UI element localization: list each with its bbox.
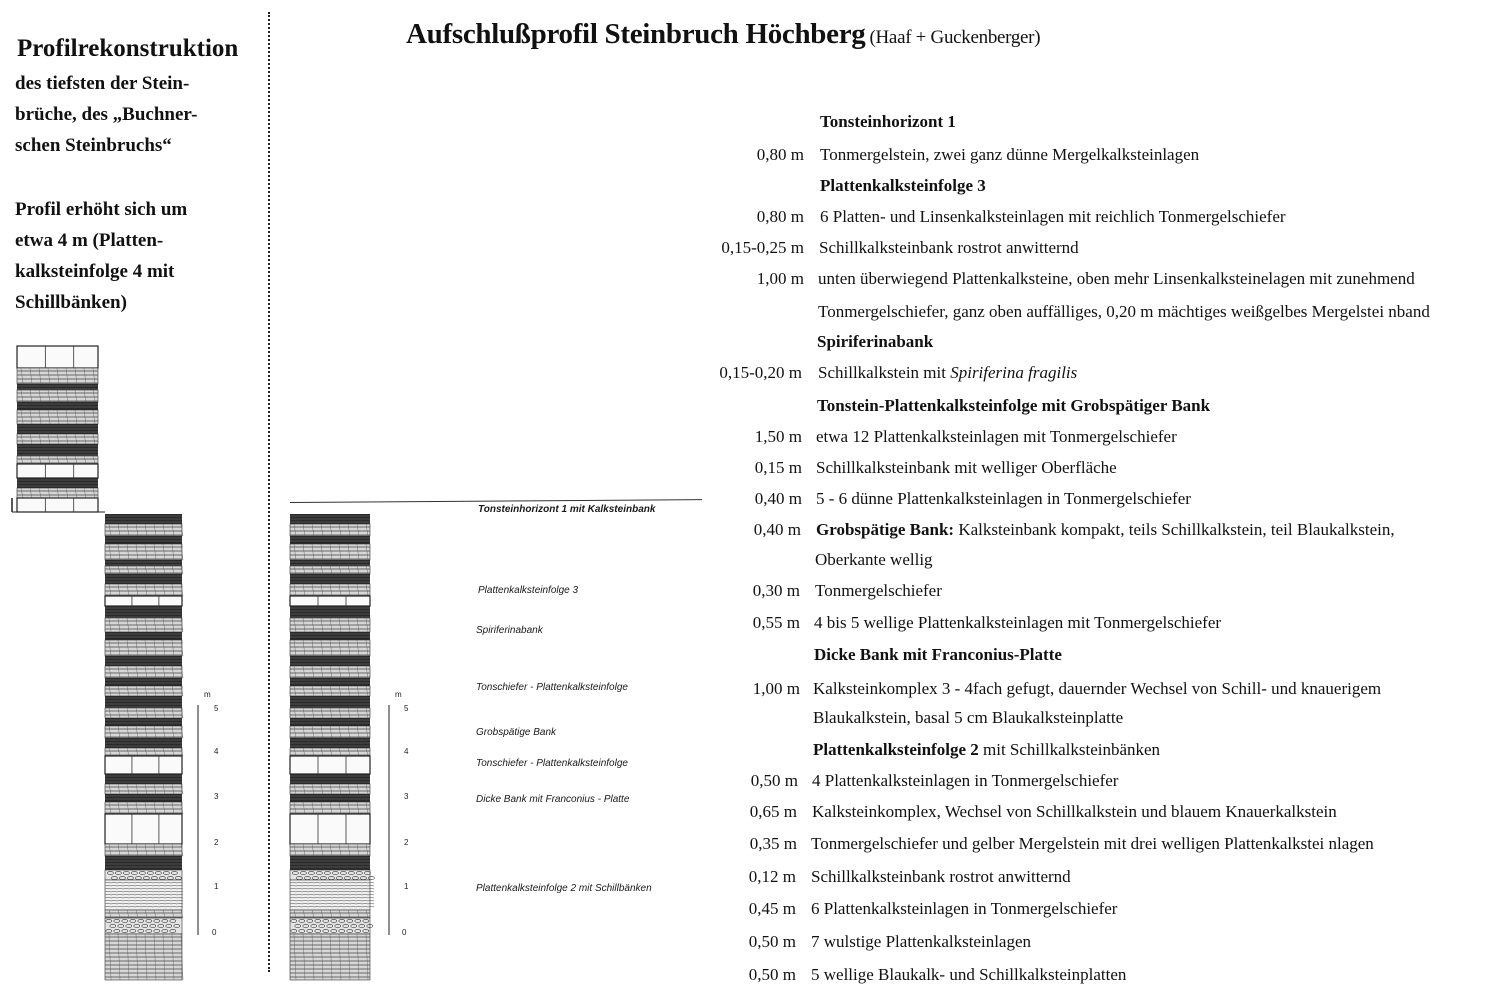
layer-thickness: 0,15 m <box>754 458 802 477</box>
column-a-shale-band <box>105 632 182 640</box>
scale-tick: 0 <box>212 928 217 937</box>
column-a-massive-bank <box>105 756 182 774</box>
column-a-shale-band <box>105 794 182 802</box>
scale-tick: 3 <box>404 792 409 801</box>
column-a-platy-limestone <box>105 544 182 560</box>
side-note-line: schen Steinbruchs“ <box>15 135 172 156</box>
column-upper-massive-bank <box>17 346 98 368</box>
layer-description: Tonmergelschiefer <box>815 581 942 600</box>
column-b-massive-bank <box>290 756 370 774</box>
scale-tick: 2 <box>404 838 409 847</box>
layer-thickness: 0,15-0,20 m <box>719 363 802 382</box>
layer-thickness: 0,15-0,25 m <box>721 238 804 257</box>
layer-description: Tonmergelstein, zwei ganz dünne Mergelkalksteinlagen <box>820 145 1200 164</box>
layer-thickness: 0,80 m <box>756 145 804 164</box>
layer-bold-term: Grobspätige Bank: <box>816 520 955 539</box>
layer-description: Kalksteinkomplex, Wechsel von Schillkalkstein und blauem Knauerkalkstein <box>812 802 1337 821</box>
column-a-massive-bank <box>105 814 182 844</box>
scale-tick: 1 <box>404 882 409 891</box>
unit-heading: Tonsteinhorizont 1 <box>820 112 956 131</box>
layer-description: unten überwiegend Plattenkalksteine, oben mehr Linsenkalksteinelagen mit zunehmend <box>818 269 1415 288</box>
column-a-shale-band <box>105 718 182 726</box>
layer-thickness: 1,00 m <box>752 679 800 698</box>
layer-text: mit Schillkalksteinbänken <box>978 740 1161 759</box>
column-b-shale-band <box>290 718 370 726</box>
layer-description: 6 Platten- und Linsenkalksteinlagen mit reichlich Tonmergelschiefer <box>820 207 1286 226</box>
layer-description: Blaukalkstein, basal 5 cm Blaukalksteinplatte <box>813 708 1124 727</box>
column-a-shale-band <box>105 536 182 544</box>
layer-description: Tonmergelschiefer und gelber Mergelstein mit drei welligen Plattenkalkstei nlagen <box>811 834 1374 853</box>
side-note-line: brüche, des „Buchner- <box>15 104 198 125</box>
scale-tick: 5 <box>214 704 219 713</box>
scale-tick: 3 <box>214 792 219 801</box>
label-tonschiefer-plattenkalk-upper: Tonschiefer - Plattenkalksteinfolge <box>476 682 628 693</box>
column-a-platy-limestone <box>105 708 182 718</box>
column-b-shale-band <box>290 536 370 544</box>
layer-thickness: 0,80 m <box>756 207 804 226</box>
scale-tick: 4 <box>214 747 219 756</box>
label-grobspaetige-bank: Grobspätige Bank <box>476 727 557 738</box>
column-upper-shale-band <box>17 402 98 410</box>
column-a-platy-limestone <box>105 584 182 596</box>
layer-description <box>813 740 1160 760</box>
scale-tick: 1 <box>214 882 219 891</box>
column-b-massive-bank <box>290 814 370 844</box>
scale-unit: m <box>395 690 402 699</box>
layer-description: Schillkalksteinbank rostrot anwitternd <box>811 867 1071 886</box>
layer-description: Kalksteinkomplex 3 - 4fach gefugt, dauernder Wechsel von Schill- und knauerigem <box>813 679 1382 698</box>
unit-heading: Spiriferinabank <box>817 332 934 351</box>
layer-description: 4 Plattenkalksteinlagen in Tonmergelschiefer <box>812 771 1119 790</box>
column-b-shale-band <box>290 678 370 686</box>
column-a-platy-limestone <box>105 726 182 738</box>
layer-thickness: 0,65 m <box>749 802 797 821</box>
layer-description: Oberkante wellig <box>815 550 933 569</box>
label-tonsteinhorizont: Tonsteinhorizont 1 mit Kalksteinbank <box>478 504 656 515</box>
label-spiriferinabank: Spiriferinabank <box>476 625 543 636</box>
side-note-heading: Profilrekonstruktion <box>17 35 239 62</box>
layer-description <box>816 520 1395 540</box>
layer-description: 4 bis 5 wellige Plattenkalksteinlagen mit Tonmergelschiefer <box>814 613 1222 632</box>
side-note-line: des tiefsten der Stein- <box>15 73 190 94</box>
layer-bold-term: Plattenkalksteinfolge 2 <box>813 740 979 759</box>
layer-description: Tonmergelschiefer, ganz oben auffälliges, 0,20 m mächtiges weißgelbes Mergelstei nband <box>818 302 1430 321</box>
column-a-platy-limestone <box>105 640 182 656</box>
label-plattenkalksteinfolge-2: Plattenkalksteinfolge 2 mit Schillbänken <box>476 883 652 894</box>
column-a-massive-bank <box>105 596 182 606</box>
layer-thickness: 0,50 m <box>748 932 796 951</box>
layer-text: Schillkalkstein mit <box>818 363 951 382</box>
layer-description: 5 - 6 dünne Plattenkalksteinlagen in Tonmergelschiefer <box>816 489 1191 508</box>
layer-thickness: 0,40 m <box>754 489 802 508</box>
layer-text: Kalksteinbank kompakt, teils Schillkalkstein, teil Blaukalkstein, <box>954 520 1395 539</box>
column-b-massive-bank <box>290 596 370 606</box>
scale-unit: m <box>204 690 211 699</box>
column-upper-massive-bank <box>17 464 98 478</box>
column-a-platy-limestone <box>105 666 182 678</box>
column-a-platy-limestone <box>105 802 182 814</box>
scale-tick: 2 <box>214 838 219 847</box>
column-a-platy-limestone <box>105 686 182 696</box>
unit-heading: Plattenkalksteinfolge 3 <box>820 176 986 195</box>
side-note-line: Profil erhöht sich um <box>15 199 188 220</box>
column-b-shale-band <box>290 632 370 640</box>
layer-description: Schillkalksteinbank mit welliger Oberfläche <box>816 458 1117 477</box>
layer-thickness: 0,40 m <box>753 520 801 539</box>
layer-thickness: 1,50 m <box>754 427 802 446</box>
layer-description: Schillkalksteinbank rostrot anwitternd <box>819 238 1079 257</box>
column-a-platy-limestone <box>105 784 182 794</box>
scale-tick: 4 <box>404 747 409 756</box>
label-plattenkalksteinfolge-3: Plattenkalksteinfolge 3 <box>478 585 579 596</box>
layer-thickness: 0,55 m <box>752 613 800 632</box>
layer-thickness: 0,35 m <box>749 834 797 853</box>
layer-thickness: 0,45 m <box>748 899 796 918</box>
side-note-line: kalksteinfolge 4 mit <box>15 261 175 282</box>
side-note-line: Schillbänken) <box>15 292 127 313</box>
layer-description: 5 wellige Blaukalk- und Schillkalksteinplatten <box>811 965 1127 984</box>
layer-description <box>818 363 1077 383</box>
unit-heading: Dicke Bank mit Franconius-Platte <box>814 645 1062 664</box>
layer-description: etwa 12 Plattenkalksteinlagen mit Tonmergelschiefer <box>816 427 1177 446</box>
scale-tick: 5 <box>404 704 409 713</box>
column-b-shale-band <box>290 794 370 802</box>
layer-thickness: 0,50 m <box>748 965 796 984</box>
title-authors: (Haaf + Guckenberger) <box>869 27 1041 48</box>
title-text: Aufschlußprofil Steinbruch Höchberg <box>406 18 866 50</box>
column-a-shale-band <box>105 678 182 686</box>
species-name: Spiriferina fragilis <box>950 363 1078 382</box>
layer-thickness: 0,30 m <box>752 581 800 600</box>
label-dicke-bank: Dicke Bank mit Franconius - Platte <box>476 794 630 805</box>
column-b-nodular-limestone <box>290 918 370 934</box>
column-a-platy-limestone <box>105 524 182 536</box>
layer-description: 7 wulstige Plattenkalksteinlagen <box>811 932 1032 951</box>
column-a-platy-limestone <box>105 844 182 856</box>
layer-description: 6 Plattenkalksteinlagen in Tonmergelschiefer <box>811 899 1118 918</box>
label-tonschiefer-plattenkalk-lower: Tonschiefer - Plattenkalksteinfolge <box>476 758 628 769</box>
column-upper-massive-bank <box>17 498 98 512</box>
layer-thickness: 0,50 m <box>750 771 798 790</box>
scale-tick: 0 <box>402 928 407 937</box>
layer-thickness: 0,12 m <box>748 867 796 886</box>
unit-heading: Tonstein-Plattenkalksteinfolge mit Grobspätiger Bank <box>817 396 1211 415</box>
layer-thickness: 1,00 m <box>756 269 804 288</box>
side-note-line: etwa 4 m (Platten- <box>15 230 164 251</box>
